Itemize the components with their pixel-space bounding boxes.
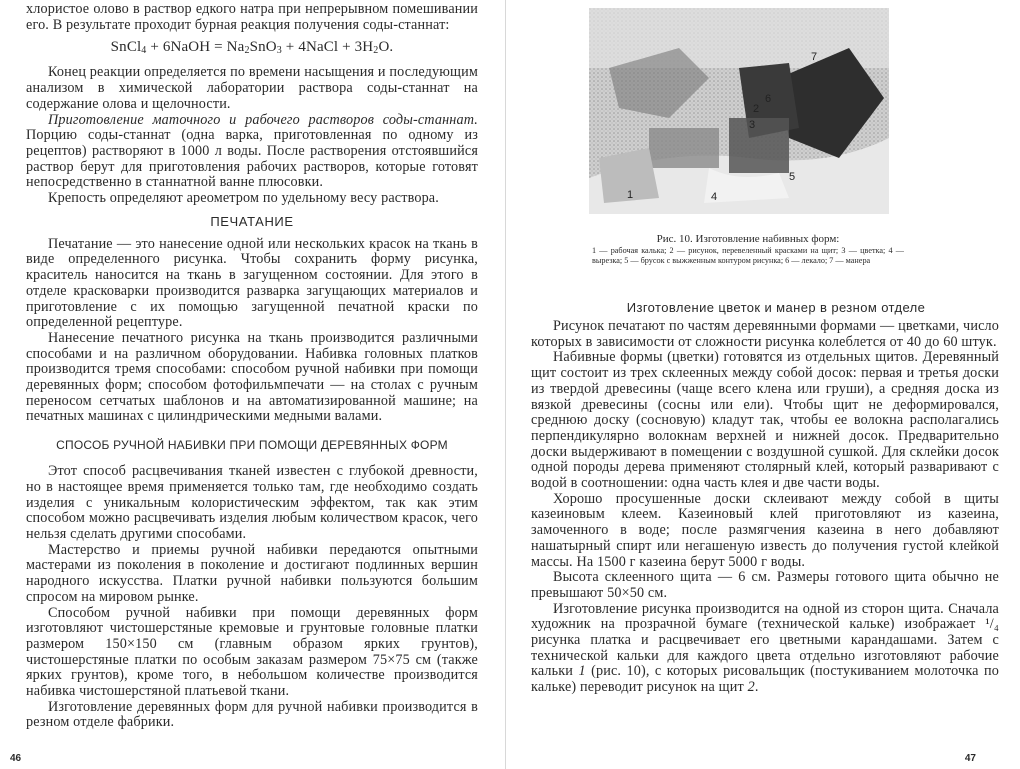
page-number-right: 47 (964, 753, 976, 764)
manual-paragraph-2: Мастерство и приемы ручной набивки передаются опытными мастерами из поколения в поколение и достигают подлинных вершин народного искусства. Платки ручной набивки пользуются большим спросом на мировом рынке. (26, 541, 478, 605)
right-text-column (531, 319, 999, 696)
figure-caption-body: 1 — рабочая калька; 2 — рисунок, перевеленный красками на щит; 3 — цветка; 4 — вырезка; 5 — брусок с выжженным контуром рисунка; 6 — лекало; 7 — манера (592, 246, 904, 265)
manual-paragraph-3: Способом ручной набивки при помощи деревянных форм изготовляют чистошерстяные кремовые и грунтовые головные платки размером 150×150 см (главным образом ярких грунтов), чистошерстяные платки по особым заказам размером 75×75 см (также ярких грунтов), кроме того, в небольшом количестве производится набивка чистошерстяной платьевой ткани. (26, 604, 478, 700)
photo-label-5: 5 (789, 171, 796, 183)
section-heading-printing: ПЕЧАТАНИЕ (210, 213, 294, 229)
cvetok-paragraph-1: Рисунок печатают по частям деревянными формами — цветками, число которых в зависимости от сложности рисунка колеблется от 40 до 60 штук. (531, 318, 999, 350)
printing-paragraph-2: Нанесение печатного рисунка на ткань производится различными способами и на различном оборудовании. Набивка головных платков производится тремя способами: способом ручной набивки при помощи деревянных форм; способом фотофильмпечати — на столах с ручным переносом сетчатых шаблонов и на автоматизированной машине; на печатных машинах с цилиндрическими медными валами. (26, 329, 478, 425)
strength-paragraph: Крепость определяют ареометром по удельному весу раствора. (48, 190, 439, 207)
manual-paragraph-1: Этот способ расцвечивания тканей известен с глубокой древности, но в настоящее время применяется только там, где необходимо создать изделия с уникальным колористическим эффектом, так как этим способом можно расцвечивать изделия любым количеством красок, чего нельзя сделать другими способами. (26, 463, 478, 542)
photo-label-6: 6 (765, 93, 772, 105)
photo-label-4: 4 (711, 191, 718, 203)
figure-photo-illustration (589, 8, 889, 214)
section-heading-manual-printing: СПОСОБ РУЧНОЙ НАБИВКИ ПРИ ПОМОЩИ ДЕРЕВЯННЫХ ФОРМ (56, 438, 448, 453)
figure-photo (589, 8, 889, 214)
printing-paragraph-1: Печатание — это нанесение одной или нескольких красок на ткань в виде определенного рисунка. Чтобы сохранить форму рисунка, краситель наносится на ткань в загущенном состоянии. Для этого в отделе красковарки производится разварка загущающих материалов и приготовление с их помощью загущенной печатной краски по определенной рецептуре. (26, 235, 478, 331)
cvetok-paragraph-5: Изготовление рисунка производится на одной из сторон щита. Сначала художник на прозрачной бумаге (технической кальке) изображает ¹/₄ рисунка платка и расцвечивает его цветными карандашами. Затем с технической кальки для каждого цвета отдельно изготовляют рабочие кальки 1 (рис. 10), с которых рисовальщик (постукиванием молоточка по кальке) переводит рисунок на щит 2. (531, 600, 999, 696)
preparation-italic-lead: Приготовление маточного и рабочего растворов соды-станнат. (48, 111, 478, 128)
cvetok-paragraph-4: Высота склеенного щита — 6 см. Размеры готового щита обычно не превышают 50×50 см. (531, 569, 999, 601)
intro-paragraph: хлористое олово в раствор едкого натра при непрерывном помешивании его. В результате проходит бурная реакция получения соды-станнат: (26, 1, 478, 33)
cvetok-paragraph-2: Набивные формы (цветки) готовятся из отдельных щитов. Деревянный щит состоит из трех склеенных между собой досок: первая и третья доски из твердой древесины (чаще всего клена или груши), а средняя доска из вязкой древесины (сосны или ели). Чтобы щит не деформировался, среднюю доску (сосновую) кладут так, чтобы ее волокна располагались перпендикулярно волокнам верхней и нижней досок. Предварительно доски выдерживают в помещении с воздушной сушкой. Для склейки досок одной породы дерева применяют столярный клей, который разваривают с водой в соотношении: одна часть клея и две части воды. (531, 349, 999, 492)
figure-caption-title: Рис. 10. Изготовление набивных форм: (656, 233, 840, 245)
photo-label-1: 1 (627, 189, 634, 201)
photo-label-3: 3 (749, 119, 756, 131)
left-text-column (26, 2, 478, 731)
page-number-left: 46 (10, 753, 22, 764)
reaction-end-paragraph: Конец реакции определяется по времени насыщения и последующим анализом в химической лаборатории раствора соды-станнат на содержание олова и щелочности. (26, 64, 478, 112)
left-page (0, 0, 505, 769)
right-page (506, 0, 1020, 769)
photo-label-2: 2 (753, 103, 760, 115)
figure-caption (592, 234, 904, 265)
photo-label-7: 7 (811, 51, 818, 63)
section-heading-cvetok: Изготовление цветок и манер в резном отделе (626, 300, 926, 315)
cvetok-paragraph-3: Хорошо просушенные доски склеивают между собой в щиты казеиновым клеем. Казеиновый клей приготовляют из казеина, замоченного в воде; после размягчения казеина в него добавляют нашатырный спирт или негашеную известь до получения густой клейкой массы. На 1500 г казеина берут 5000 г воды. (531, 490, 999, 570)
preparation-paragraph: Приготовление маточного и рабочего растворов соды-станнат. Порцию соды-станнат (одна варка, приготовленная по одному из рецептов) растворяют в 1000 л воды. После растворения отстоявшийся раствор берут для приготовления рабочих растворов, которые готовят непосредственно в станнатной ванне плюсовки. (26, 111, 478, 191)
manual-paragraph-4: Изготовление деревянных форм для ручной набивки производится в резном отделе фабрики. (26, 698, 478, 731)
chemical-formula: SnCl$_4$ + 6NaOH = $Na_2SnO_3$ + 4NaCl + $3H_2O$. (110, 39, 394, 57)
